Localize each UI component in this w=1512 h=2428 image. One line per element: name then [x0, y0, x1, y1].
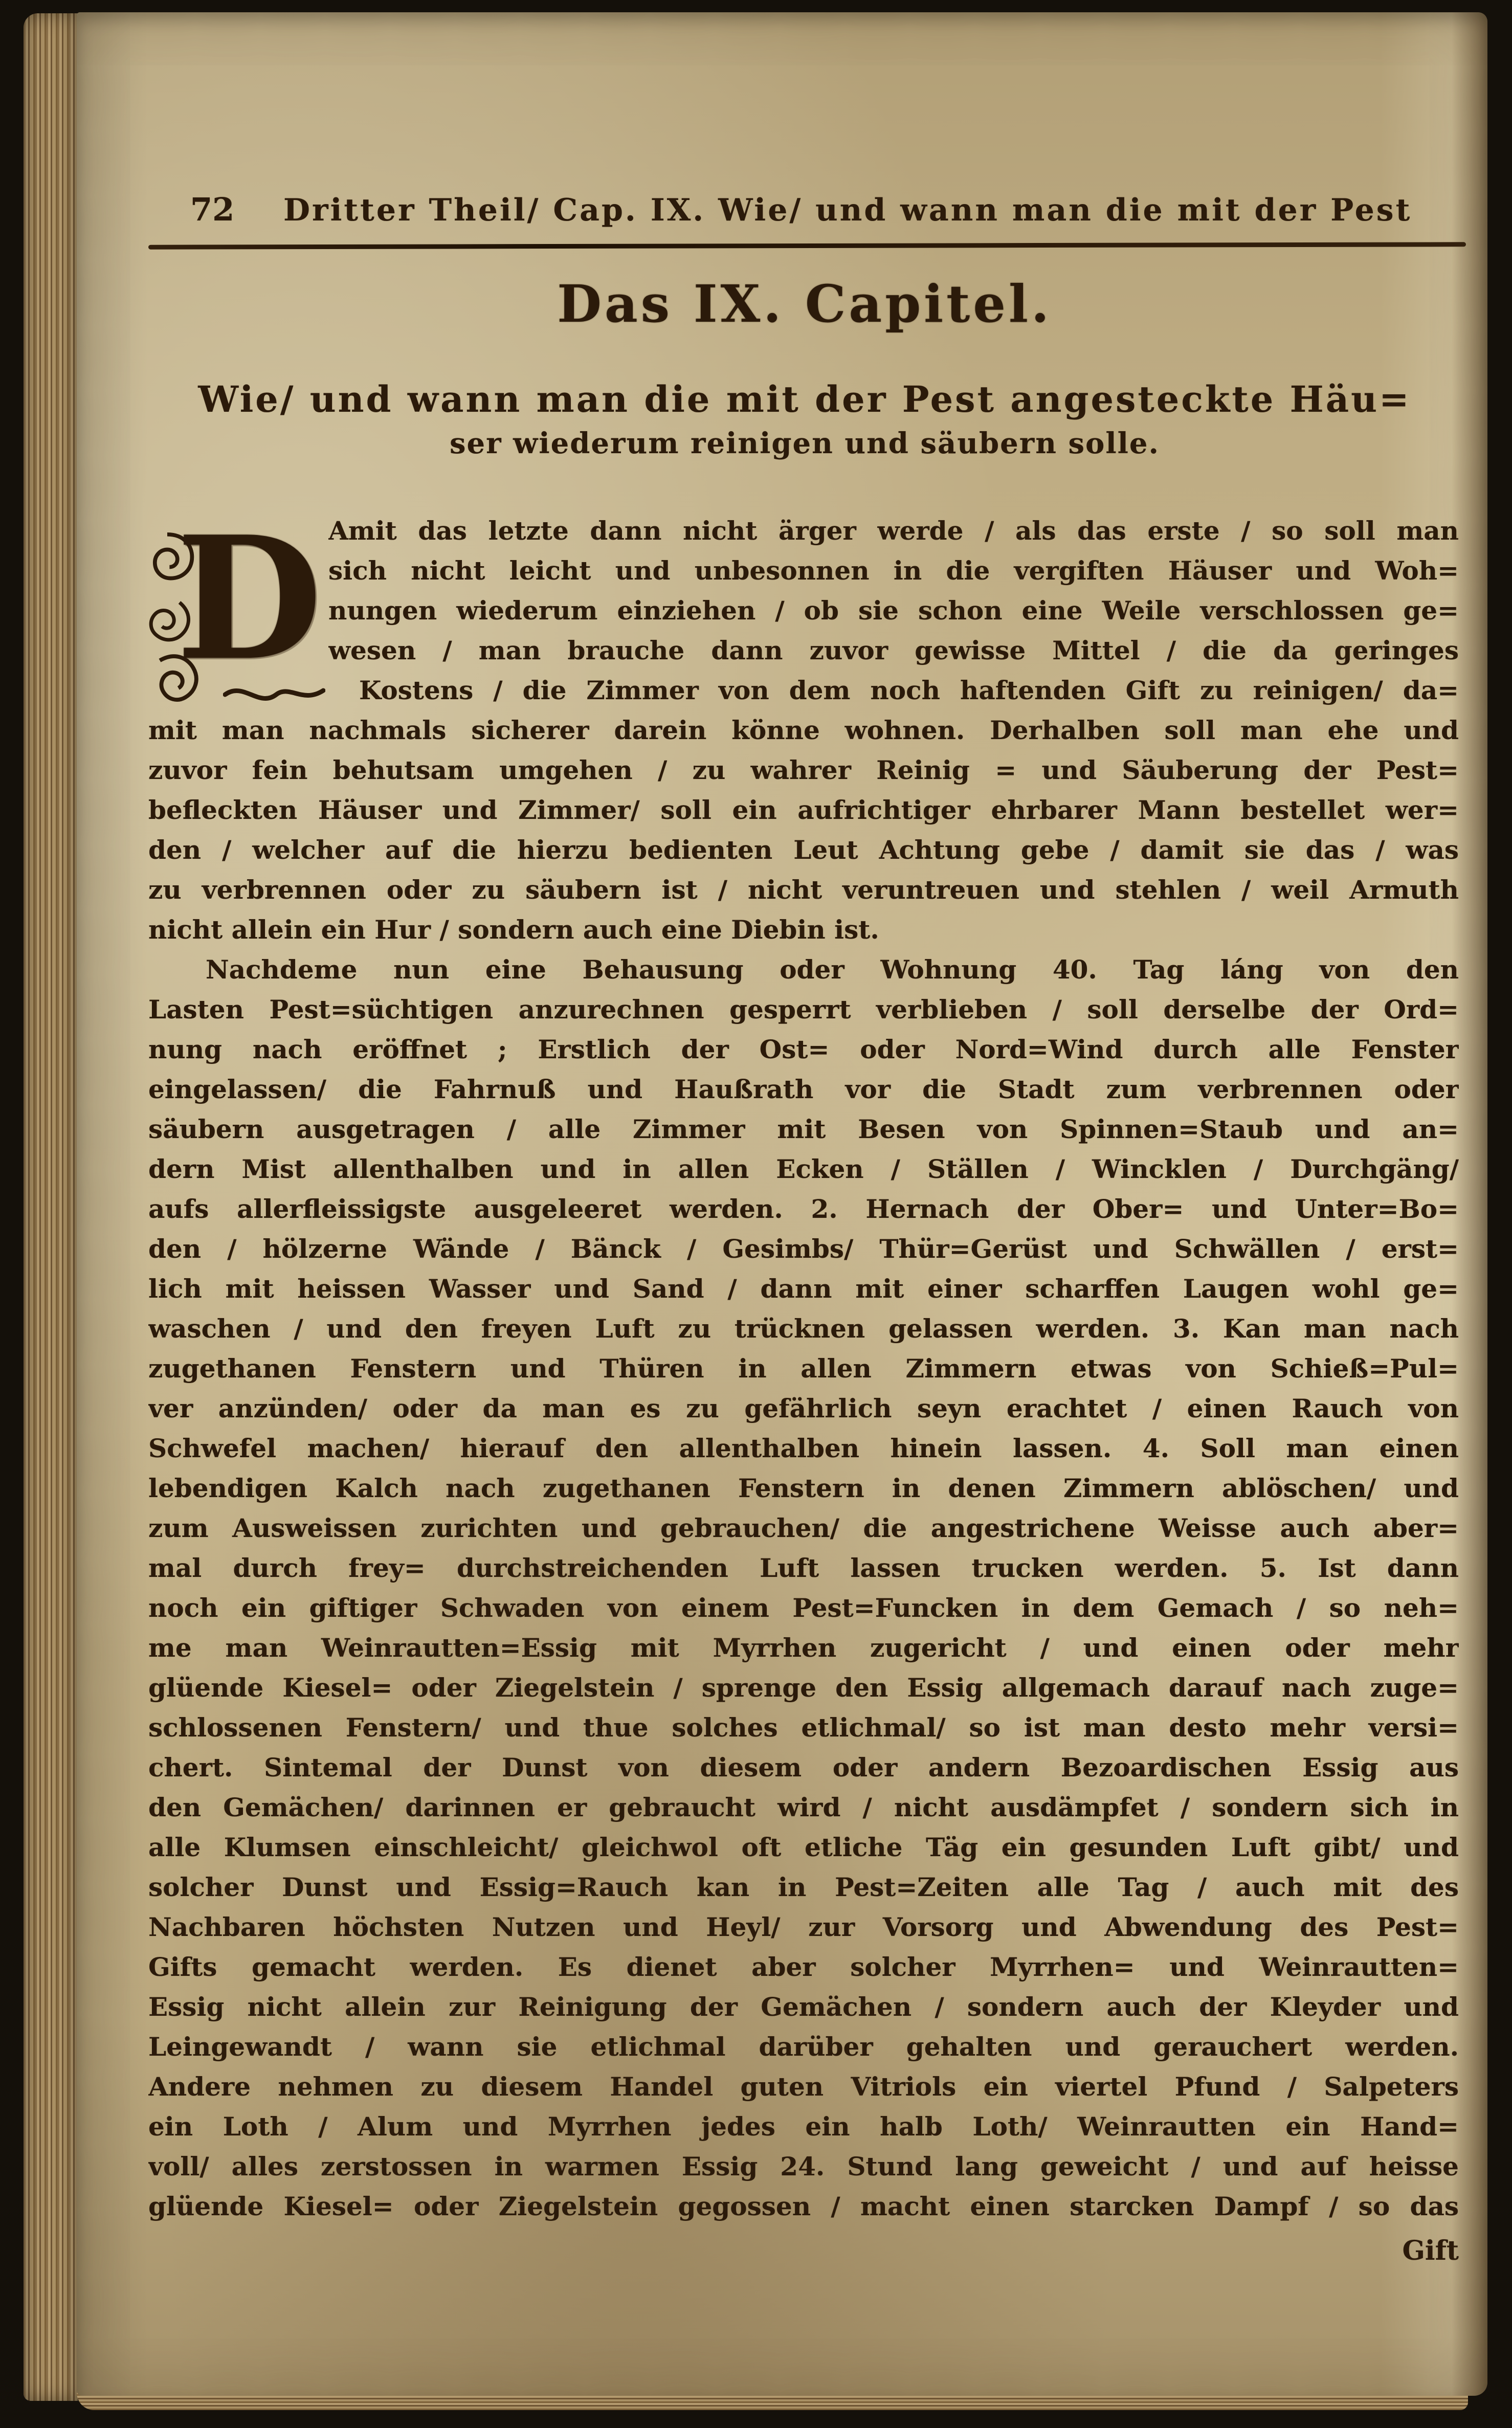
drop-cap [146, 499, 323, 711]
page-number: 72 [190, 191, 235, 228]
text-line: alle Klumsen einschleicht/ gleichwol oft etliche Täg ein gesunden Luft gibt/ und [148, 1832, 1459, 1862]
drop-cap-letter: D [176, 499, 323, 698]
text-line: solcher Dunst und Essig=Rauch kan in Pest=Zeiten alle Tag / auch mit des [148, 1872, 1459, 1902]
running-title: Dritter Theil/ Cap. IX. Wie/ und wann man die mit der Pest [283, 192, 1412, 228]
text-line: noch ein giftiger Schwaden von einem Pest=Funcken in dem Gemach / so neh= [148, 1593, 1459, 1623]
text-line: zuvor fein behutsam umgehen / zu wahrer Reinig = und Säuberung der Pest= [148, 755, 1459, 785]
page [77, 12, 1487, 2396]
text-line: Kostens / die Zimmer von dem noch haftenden Gift zu reinigen/ da= [359, 675, 1459, 705]
text-line: glüende Kiesel= oder Ziegelstein / sprenge den Essig allgemach darauf nach zuge= [148, 1673, 1459, 1703]
text-line: Amit das letzte dann nicht ärger werde / als das erste / so soll man [328, 516, 1459, 546]
text-line: chert. Sintemal der Dunst von diesem oder andern Bezoardischen Essig aus [148, 1752, 1459, 1783]
text-line: Leingewandt / wann sie etlichmal darüber gehalten und gerauchert werden. [148, 2032, 1459, 2062]
text-line: den / welcher auf die hierzu bedienten Leut Achtung gebe / damit sie das / was [148, 835, 1459, 865]
text-line: eingelassen/ die Fahrnuß und Haußrath vor die Stadt zum verbrennen oder [148, 1074, 1459, 1104]
text-line: wesen / man brauche dann zuvor gewisse Mittel / die da geringes [328, 635, 1459, 665]
text-line: Schwefel machen/ hierauf den allenthalben hinein lassen. 4. Soll man einen [148, 1433, 1459, 1463]
chapter-title: Das IX. Capitel. [557, 274, 1052, 334]
text-line: voll/ alles zerstossen in warmen Essig 24. Stund lang geweicht / und auf heisse [148, 2151, 1459, 2181]
text-line: Essig nicht allein zur Reinigung der Gemächen / sondern auch der Kleyder und [148, 1992, 1459, 2022]
book-page-edges-left [24, 13, 78, 2401]
chapter-subtitle-line2: ser wiederum reinigen und säubern solle. [449, 427, 1160, 460]
text-line: Gifts gemacht werden. Es dienet aber solcher Myrrhen= und Weinrautten= [148, 1952, 1459, 1982]
text-line: ver anzünden/ oder da man es zu gefährlich seyn erachtet / einen Rauch von [148, 1393, 1459, 1423]
running-header [148, 190, 1461, 230]
text-line: nung nach eröffnet ; Erstlich der Ost= oder Nord=Wind durch alle Fenster [148, 1034, 1459, 1064]
text-line: dern Mist allenthalben und in allen Ecken / Ställen / Wincklen / Durchgäng/ [148, 1154, 1459, 1184]
text-line: aufs allerfleissigste ausgeleeret werden. 2. Hernach der Ober= und Unter=Bo= [148, 1194, 1459, 1224]
header-rule [148, 242, 1466, 249]
body-text [148, 499, 1459, 2226]
text-line: nicht allein ein Hur / sondern auch eine Diebin ist. [148, 915, 879, 945]
text-line: den / hölzerne Wände / Bänck / Gesimbs/ Thür=Gerüst und Schwällen / erst= [148, 1234, 1459, 1264]
chapter-subtitle-line1: Wie/ und wann man die mit der Pest angesteckte Häu= [198, 378, 1411, 420]
text-line: Andere nehmen zu diesem Handel guten Vitriols ein viertel Pfund / Salpeters [148, 2071, 1459, 2102]
text-line: zum Ausweissen zurichten und gebrauchen/ die angestrichene Weisse auch aber= [148, 1513, 1459, 1543]
text-line: glüende Kiesel= oder Ziegelstein gegossen / macht einen starcken Dampf / so das [148, 2191, 1459, 2221]
catchword: Gift [1402, 2235, 1459, 2266]
text-line: den Gemächen/ darinnen er gebraucht wird / nicht ausdämpfet / sondern sich in [148, 1792, 1459, 1822]
text-line: me man Weinrautten=Essig mit Myrrhen zugericht / und einen oder mehr [148, 1633, 1459, 1663]
text-line: mit man nachmals sicherer darein könne wohnen. Derhalben soll man ehe und [148, 715, 1459, 745]
text-line: waschen / und den freyen Luft zu trücknen gelassen werden. 3. Kan man nach [148, 1313, 1459, 1344]
text-line: nungen wiederum einziehen / ob sie schon eine Weile verschlossen ge= [328, 595, 1459, 626]
text-line: ein Loth / Alum und Myrrhen jedes ein halb Loth/ Weinrautten ein Hand= [148, 2111, 1459, 2142]
text-line: lebendigen Kalch nach zugethanen Fenstern in denen Zimmern ablöschen/ und [148, 1473, 1459, 1503]
text-line: befleckten Häuser und Zimmer/ soll ein aufrichtiger ehrbarer Mann bestellet wer= [148, 795, 1459, 825]
text-line: lich mit heissen Wasser und Sand / dann mit einer scharffen Laugen wohl ge= [148, 1274, 1459, 1304]
text-line: zugethanen Fenstern und Thüren in allen Zimmern etwas von Schieß=Pul= [148, 1353, 1459, 1384]
text-line: säubern ausgetragen / alle Zimmer mit Besen von Spinnen=Staub und an= [148, 1114, 1459, 1144]
text-line: Nachbaren höchsten Nutzen und Heyl/ zur Vorsorg und Abwendung des Pest= [148, 1912, 1459, 1942]
text-line: mal durch frey= durchstreichenden Luft lassen trucken werden. 5. Ist dann [148, 1553, 1459, 1583]
text-line: schlossenen Fenstern/ und thue solches etlichmal/ so ist man desto mehr versi= [148, 1712, 1459, 1743]
text-line: zu verbrennen oder zu säubern ist / nicht veruntreuen und stehlen / weil Armuth [148, 875, 1459, 905]
text-line: sich nicht leicht und unbesonnen in die vergiften Häuser und Woh= [328, 555, 1459, 586]
text-line: Nachdeme nun eine Behausung oder Wohnung 40. Tag láng von den [206, 954, 1459, 985]
text-line: Lasten Pest=süchtigen anzurechnen gesperrt verblieben / soll derselbe der Ord= [148, 994, 1459, 1024]
